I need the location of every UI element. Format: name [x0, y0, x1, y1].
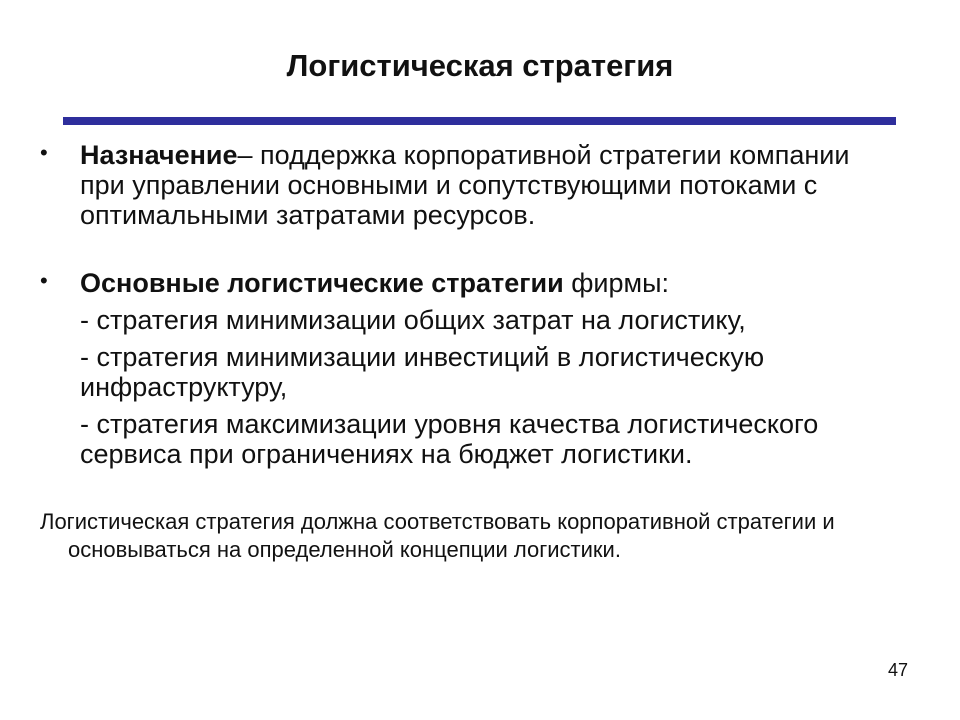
- bullet-dot: •: [40, 268, 48, 293]
- bullet-purpose: [40, 140, 900, 230]
- bullet-purpose-bold: Назначение: [80, 140, 238, 170]
- bullet-purpose-text: [80, 140, 900, 230]
- bullet-strategies: [40, 268, 900, 298]
- bullet-purpose-body: – поддержка корпоративной стратегии компании при управлении основными и сопутствующими потоками с оптимальными затратами ресурсов.: [80, 140, 850, 230]
- page-number: 47: [887, 660, 908, 680]
- title-underline: [63, 117, 896, 125]
- slide-title: Логистическая стратегия: [286, 48, 674, 83]
- bullet-strategies-body: фирмы:: [563, 268, 669, 298]
- bullet-strategies-text: [80, 268, 900, 298]
- bullet-dot: •: [40, 140, 48, 165]
- strategy-item-service: - стратегия максимизации уровня качества логистического сервиса при ограничениях на бюджет логистики.: [80, 409, 819, 469]
- conclusion-note: Логистическая стратегия должна соответствовать корпоративной стратегии и основываться на определенной концепции логистики.: [40, 509, 835, 562]
- strategy-item-cost: - стратегия минимизации общих затрат на логистику,: [80, 305, 746, 335]
- bullet-strategies-bold: Основные логистические стратегии: [80, 268, 564, 298]
- strategy-item-investment: - стратегия минимизации инвестиций в логистическую инфраструктуру,: [80, 342, 765, 402]
